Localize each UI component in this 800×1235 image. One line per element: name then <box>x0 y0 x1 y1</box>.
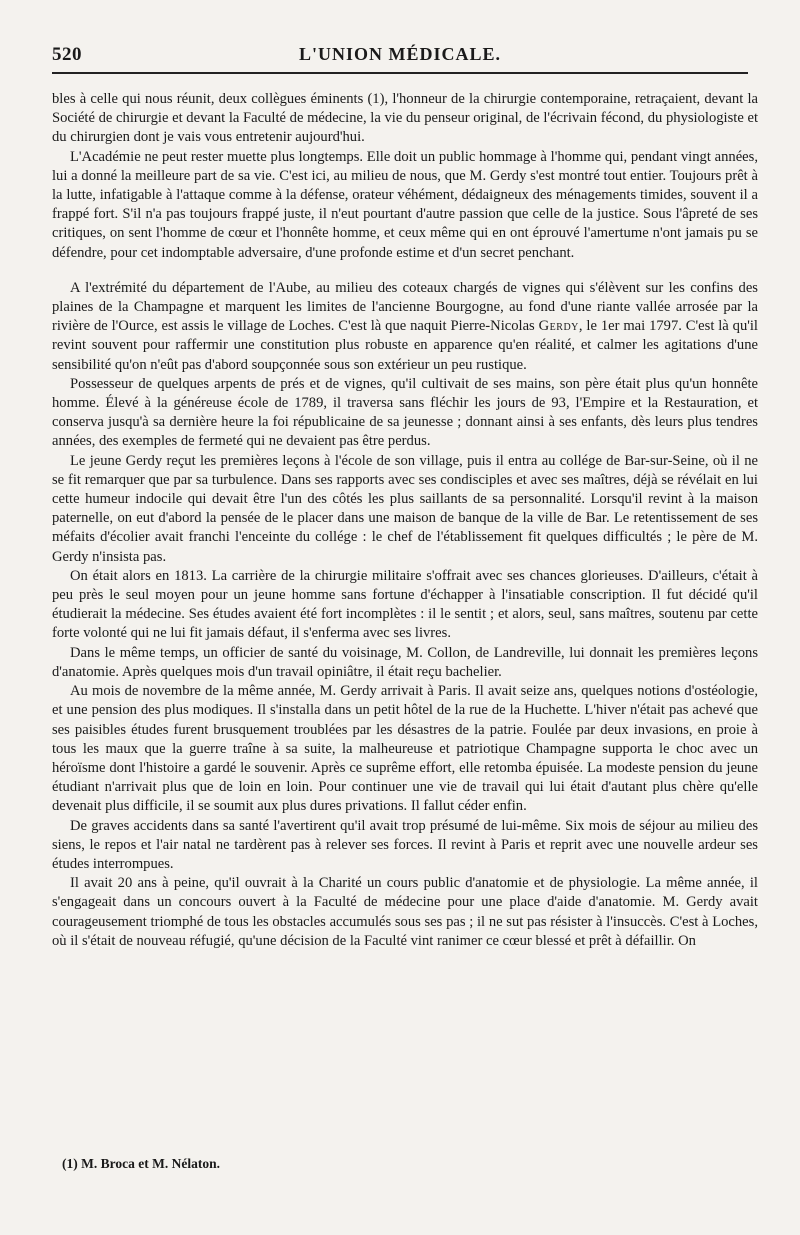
paragraph: Le jeune Gerdy reçut les premières leçons à l'école de son village, puis il entra au collége de Bar-sur-Seine, où il ne se fit remarquer que par sa turbulence. Dans ses rapports avec ses condisciples et avec ses maîtres, déjà se révélait en lui cette humeur indocile qui devait être l'un des côtés les plus saillants de sa personnalité. Lorsqu'il revint à la maison paternelle, on eut d'abord la pensée de le placer dans une maison de banque de la ville de Bar. Le retentissement de ses méfaits d'écolier avait franchi l'enceinte du collége : le chef de l'établissement fit quelques difficultés ; le père de M. Gerdy n'insista pas. <box>52 452 758 565</box>
header-rule <box>52 72 748 74</box>
paragraph <box>52 279 758 375</box>
paragraph-text: , le 1er mai 1797. C'est là qu'il revint souvent pour raffermir une constitution plus robuste en apparence qu'en réalité, et calmer les agitations d'une sensibilité qu'on n'eût pas d'abord soupçonnée sous son extérieur un peu rustique. <box>52 318 758 373</box>
surname-small-caps: Gerdy <box>538 318 579 335</box>
paragraph: L'Académie ne peut rester muette plus longtemps. Elle doit un public hommage à l'homme qui, pendant vingt années, lui a donné la meilleure part de sa vie. C'est ici, au milieu de nous, que M. Gerdy s'est montré tout entier. Toujours prêt à la lutte, infatigable à l'attaque comme à la défense, orateur véhément, dédaigneux des ménagements timides, souvent il a frappé fort. S'il n'a pas toujours frappé juste, il n'eut pourtant d'autre passion que celle de la justice. Sous l'âpreté de ses critiques, on sent l'homme de cœur et l'honnête homme, et ceux même qui en ont éprouvé l'amertume n'ont jamais pu se défendre, pour cet indomptable adversaire, d'une profonde estime et d'un secret penchant. <box>52 148 758 261</box>
page-number: 520 <box>52 44 82 65</box>
paragraph: Dans le même temps, un officier de santé du voisinage, M. Collon, de Landreville, lui donnait les premières leçons d'anatomie. Après quelques mois d'un travail opiniâtre, il était reçu bachelier. <box>52 644 758 680</box>
paragraph: De graves accidents dans sa santé l'avertirent qu'il avait trop présumé de lui-même. Six mois de séjour au milieu des siens, le repos et l'air natal ne tardèrent pas à relever ses forces. Il revint à Paris et reprit avec une nouvelle ardeur ses études interrompues. <box>52 817 758 872</box>
paragraph: Au mois de novembre de la même année, M. Gerdy arrivait à Paris. Il avait seize ans, quelques notions d'ostéologie, et une pension des plus modiques. Il s'installa dans un petit hôtel de la rue de la Huchette. L'hiver n'était pas achevé que ses paisibles études furent brusquement troublées par les désastres de la patrie. Foulée par deux invasions, en proie à tous les maux que la guerre traîne à sa suite, la malheureuse et patriotique Champagne supporta le choc avec un héroïsme dont l'histoire a gardé le souvenir. Après ce suprême effort, elle retomba épuisée. La modeste pension du jeune étudiant n'arrivait plus que de loin en loin. Pour continuer une vie de travail qui lui était d'autant plus chère qu'elle devenait plus difficile, il se soumit aux plus dures privations. Il fallut céder enfin. <box>52 683 758 815</box>
running-header <box>52 44 748 68</box>
article-body <box>52 90 758 951</box>
paragraph-text: A l'extrémité du département de l'Aube, au milieu des coteaux chargés de vignes qui s'élèvent sur les confins des plaines de la Champagne et marquent les limites de l'ancienne Bourgogne, au fond d'une riante vallée arrosée par la rivière de l'Ource, est assis le village de Loches. C'est là que naquit Pierre-Nicolas <box>52 279 758 335</box>
journal-title: L'UNION MÉDICALE. <box>298 44 502 64</box>
paragraph: Il avait 20 ans à peine, qu'il ouvrait à la Charité un cours public d'anatomie et de physiologie. La même année, il s'engageait dans un concours ouvert à la Faculté de médecine pour une place d'aide d'anatomie. M. Gerdy avait courageusement triomphé de tous les obstacles accumulés sous ses pas ; il ne sut pas résister à l'insuccès. C'est à Loches, où il s'était de nouveau réfugié, qu'une décision de la Faculté vint ranimer ce cœur blessé et prêt à défaillir. On <box>52 875 758 949</box>
footnote: (1) M. Broca et M. Nélaton. <box>62 1156 220 1171</box>
paragraph: Possesseur de quelques arpents de prés et de vignes, qu'il cultivait de ses mains, son père était plus qu'un honnête homme. Élevé à la généreuse école de 1789, il traversa sans fléchir les jours de 93, l'Empire et la Restauration, et conserva jusqu'à sa dernière heure la foi républicaine de sa jeunesse ; donnant ainsi à ses enfants, dès leurs plus tendres années, des exemples de fermeté qui ne devaient pas être perdus. <box>52 375 758 450</box>
paragraph: bles à celle qui nous réunit, deux collègues éminents (1), l'honneur de la chirurgie contemporaine, retraçaient, devant la Société de chirurgie et devant la Faculté de médecine, la vie du penseur original, de l'écrivain fécond, du physiologiste et du chirurgien dont je vais vous entretenir aujourd'hui. <box>52 91 758 146</box>
paragraph: On était alors en 1813. La carrière de la chirurgie militaire s'offrait avec ses chances glorieuses. D'ailleurs, c'était à peu près le seul moyen pour un jeune homme sans fortune d'échapper à l'insatiable conscription. Il fut décidé qu'il étudierait la médecine. Ses études avaient été fort incomplètes : il le sentit ; et alors, seul, sans maîtres, soutenu par cette forte volonté qui ne lui fit jamais défaut, il s'enferma avec ses livres. <box>52 567 758 642</box>
